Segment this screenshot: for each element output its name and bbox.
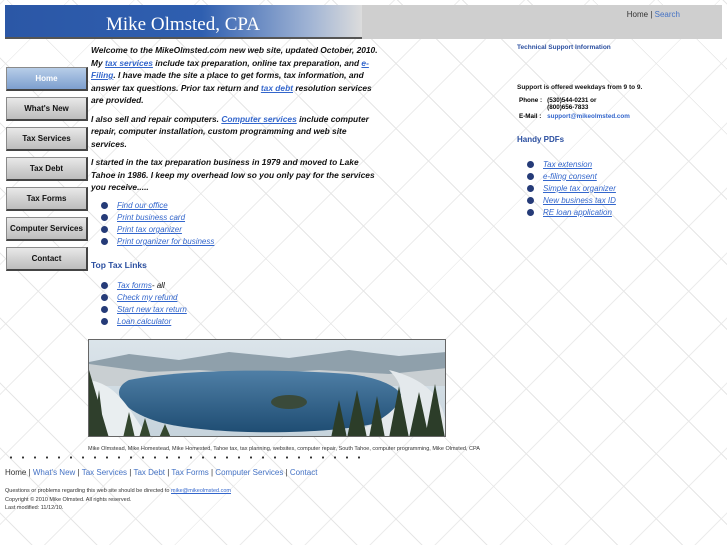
nav-tax-forms-button[interactable] xyxy=(6,187,88,211)
list-item xyxy=(527,170,717,182)
tax-forms-link[interactable]: Tax forms xyxy=(117,281,152,290)
bottom-computer-services-link[interactable]: Computer Services xyxy=(215,468,284,477)
list-item xyxy=(527,194,717,206)
phone-values xyxy=(545,96,633,112)
nav-contact-button[interactable] xyxy=(6,247,88,271)
support-email-link[interactable]: support@mikeolmsted.com xyxy=(547,113,630,120)
phone-number-2: (800)656-7833 xyxy=(547,104,589,111)
bullet-icon xyxy=(101,282,108,289)
efiling-link[interactable]: e-Filing xyxy=(91,57,369,80)
nav-whats-new-button[interactable] xyxy=(6,97,88,121)
nav-whats-new-label: What's New xyxy=(24,104,69,113)
bullet-icon xyxy=(101,226,108,233)
bullet-icon xyxy=(101,214,108,221)
bottom-tax-services-link[interactable]: Tax Services xyxy=(81,468,128,477)
footer-copyright: Copyright © 2010 Mike Olmsted. All rights reserved. xyxy=(5,496,132,503)
start-tax-return-link[interactable]: Start new tax return xyxy=(117,305,187,314)
list-item xyxy=(101,316,381,328)
quick-links-list xyxy=(91,200,381,248)
contact-table xyxy=(517,96,633,121)
new-business-tax-id-link[interactable]: New business tax ID xyxy=(543,195,616,205)
bullet-icon xyxy=(527,185,534,192)
site-banner xyxy=(5,5,362,39)
nav-tax-forms-label: Tax Forms xyxy=(26,194,67,203)
lake-photo-svg xyxy=(89,340,446,437)
loan-calculator-link[interactable]: Loan calculator xyxy=(117,317,172,326)
top-search-link[interactable]: Search xyxy=(654,10,680,19)
nav-tax-services-button[interactable] xyxy=(6,127,88,151)
top-tax-links-list xyxy=(91,280,381,328)
bullet-icon xyxy=(101,318,108,325)
intro-text-1: Welcome to the MikeOlmsted.com new web site, updated October, 2010. My xyxy=(91,45,378,68)
nav-tax-debt-label: Tax Debt xyxy=(29,164,64,173)
right-sidebar xyxy=(517,44,717,218)
bullet-icon xyxy=(527,161,534,168)
main-content xyxy=(91,44,381,328)
check-refund-link[interactable]: Check my refund xyxy=(117,293,178,302)
intro-text-4: resolution services are provided. xyxy=(91,82,372,105)
email-value xyxy=(545,112,633,121)
bottom-contact-link[interactable]: Contact xyxy=(289,468,318,477)
nav-computer-services-label: Computer Services xyxy=(10,224,83,233)
bottom-tax-forms-link[interactable]: Tax Forms xyxy=(171,468,209,477)
bottom-home-link[interactable]: Home xyxy=(5,468,27,477)
phone-label: Phone : xyxy=(519,97,543,104)
nav-tax-debt-button[interactable] xyxy=(6,157,88,181)
tax-services-link[interactable]: tax services xyxy=(104,57,153,68)
top-right-panel xyxy=(362,5,722,39)
re-loan-application-link[interactable]: RE loan application xyxy=(543,207,612,217)
list-item xyxy=(101,280,381,292)
repair-text-2: include computer repair, computer installation, custom programming and web site services. xyxy=(91,113,369,149)
tax-debt-link[interactable]: tax debt xyxy=(260,82,293,93)
list-item xyxy=(527,206,717,218)
bottom-tax-debt-link[interactable]: Tax Debt xyxy=(133,468,166,477)
list-item xyxy=(527,182,717,194)
history-paragraph: I started in the tax preparation business in 1979 and moved to Lake Tahoe in 1986. I keep my overhead low so you only pay for the services you receive..... xyxy=(91,157,375,192)
email-label: E-Mail : xyxy=(519,113,542,120)
repair-paragraph xyxy=(91,113,381,151)
tax-extension-link[interactable]: Tax extension xyxy=(543,159,593,169)
bullet-icon xyxy=(101,294,108,301)
list-item xyxy=(527,158,717,170)
print-tax-organizer-link[interactable]: Print tax organizer xyxy=(117,225,182,234)
repair-text-1: I also sell and repair computers. xyxy=(91,113,222,124)
list-item xyxy=(101,292,381,304)
intro-text-3: . I have made the site a place to get forms, tax information, and answer tax questions. Prior tax return and xyxy=(91,70,364,93)
photo-caption: Mike Olmstead, Mike Homestead, Mike Homested, Tahoe tax, tax planning, websites, computer repair, South Tahoe, computer programming, Mike Olmsted, CPA xyxy=(88,446,480,452)
tax-forms-suffix: - all xyxy=(151,281,165,290)
handy-pdfs-list xyxy=(517,158,717,218)
dotted-divider xyxy=(5,455,365,460)
top-home-link[interactable]: Home xyxy=(626,10,649,19)
list-item xyxy=(101,200,381,212)
bottom-whats-new-link[interactable]: What's New xyxy=(32,468,76,477)
print-business-card-link[interactable]: Print business card xyxy=(117,213,186,222)
site-title: Mike Olmsted, CPA xyxy=(106,14,260,35)
computer-services-link[interactable]: Computer services xyxy=(221,113,297,124)
bullet-icon xyxy=(101,238,108,245)
nav-home-button[interactable] xyxy=(6,67,88,91)
footer xyxy=(5,487,231,513)
list-item xyxy=(101,224,381,236)
top-tax-links-heading: Top Tax Links xyxy=(91,259,147,270)
footer-questions-text: Questions or problems regarding this web site should be directed to xyxy=(5,488,172,494)
nav-computer-services-button[interactable] xyxy=(6,217,88,241)
simple-tax-organizer-link[interactable]: Simple tax organizer xyxy=(543,183,616,193)
handy-pdfs-heading: Handy PDFs xyxy=(517,135,565,144)
footer-email-link[interactable]: mike@mikeolmsted.com xyxy=(171,488,231,494)
footer-questions xyxy=(5,487,231,496)
table-row xyxy=(517,96,633,112)
bullet-icon xyxy=(101,306,108,313)
nav-contact-label: Contact xyxy=(31,254,62,263)
bottom-navigation: Home | What's New | Tax Services | Tax Debt | Tax Forms | Computer Services | Contact xyxy=(5,468,318,477)
table-row xyxy=(517,112,633,121)
bullet-icon xyxy=(527,197,534,204)
efiling-consent-link[interactable]: e-filing consent xyxy=(543,171,597,181)
lake-tahoe-photo xyxy=(88,339,446,437)
bullet-icon xyxy=(527,173,534,180)
bullet-icon xyxy=(101,202,108,209)
left-navigation xyxy=(6,67,88,277)
top-link-separator: | xyxy=(650,10,653,19)
list-item xyxy=(101,304,381,316)
support-hours-text: Support is offered weekdays from 9 to 9. xyxy=(517,84,643,91)
intro-paragraph xyxy=(91,44,381,107)
bullet-icon xyxy=(527,209,534,216)
top-links xyxy=(627,10,680,19)
find-office-link[interactable]: Find our office xyxy=(117,201,168,210)
phone-number-1: (530)544-0231 or xyxy=(547,97,597,104)
footer-last-modified: Last modified: 11/12/10. xyxy=(5,505,64,511)
list-item xyxy=(101,236,381,248)
tech-support-heading: Technical Support Information xyxy=(517,44,611,51)
list-item xyxy=(101,212,381,224)
print-business-organizer-link[interactable]: Print organizer for business xyxy=(117,237,215,246)
nav-tax-services-label: Tax Services xyxy=(22,134,71,143)
intro-text-2: include tax preparation, online tax preparation, and xyxy=(152,57,362,68)
nav-home-label: Home xyxy=(35,74,58,83)
